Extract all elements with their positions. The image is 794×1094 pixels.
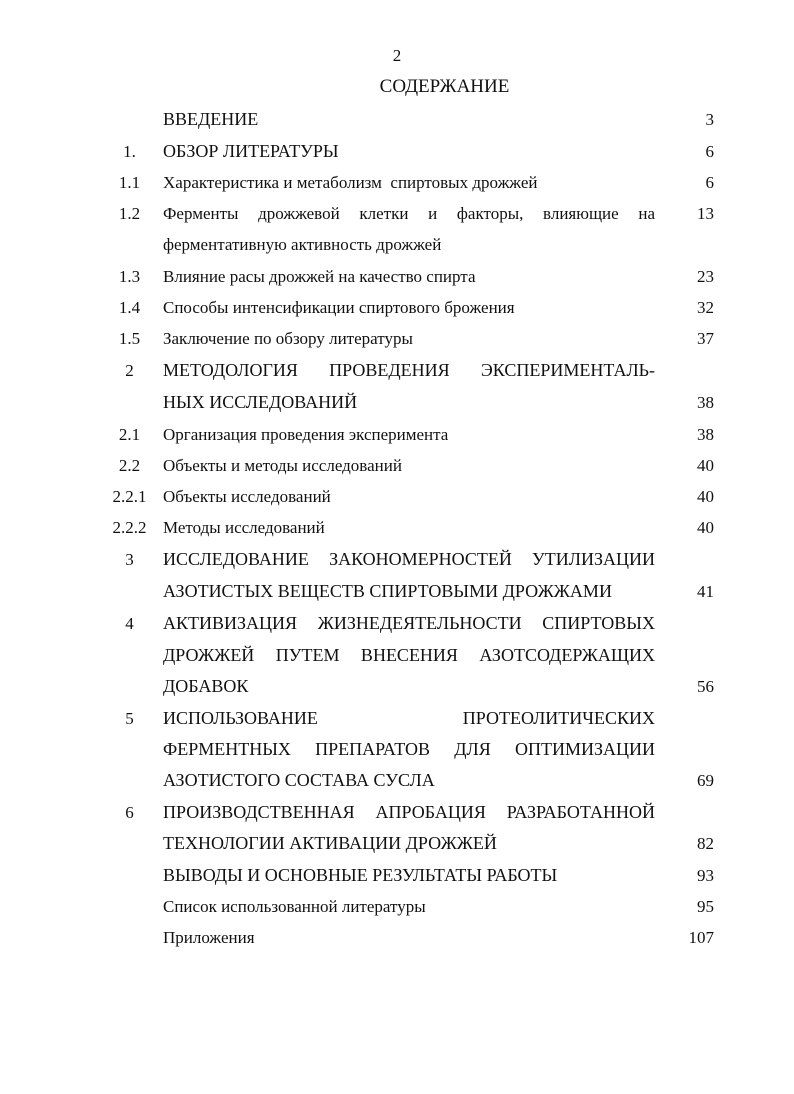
toc-entry-text: НЫХ ИССЛЕДОВАНИЙ (163, 392, 358, 412)
toc-entry-page: 6 (705, 142, 714, 161)
toc-entry-number: 6 (125, 803, 134, 822)
toc-entry-number: 2 (125, 361, 134, 380)
toc-entry-introduction (0, 104, 794, 135)
toc-entry-page: 32 (697, 298, 714, 317)
toc-entry-conclusions (0, 860, 794, 891)
toc-entry-number: 2.1 (118, 425, 141, 444)
toc-entry-number: 1.2 (118, 204, 141, 223)
toc-entry-number: 1.5 (118, 329, 141, 348)
toc-entry-number: 2.2.1 (112, 487, 147, 506)
toc-entry-6 (0, 797, 794, 828)
toc-entry-2 (0, 355, 794, 386)
toc-entry-text: Заключение по обзору литературы (163, 329, 413, 348)
toc-entry-text: ДОБАВОК (163, 676, 249, 696)
toc-entry-page: 6 (705, 173, 714, 192)
toc-entry-text: Организация проведения эксперимента (163, 425, 449, 444)
toc-entry-text: Характеристика и метаболизм спиртовых дрожжей (163, 173, 538, 192)
toc-entry-number: 4 (125, 614, 134, 633)
toc-entry-2-1 (0, 419, 794, 450)
toc-entry-text: ОБЗОР ЛИТЕРАТУРЫ (163, 141, 339, 161)
toc-title: СОДЕРЖАНИЕ (379, 76, 510, 97)
toc-entry-text: МЕТОДОЛОГИЯ ПРОВЕДЕНИЯ ЭКСПЕРИМЕНТАЛЬ- (163, 360, 655, 380)
toc-entry-page: 37 (697, 329, 714, 348)
toc-entry-text: АЗОТИСТЫХ ВЕЩЕСТВ СПИРТОВЫМИ ДРОЖЖАМИ (163, 581, 612, 601)
toc-entry-1-4 (0, 292, 794, 323)
toc-entry-text: Объекты исследований (163, 487, 331, 506)
toc-entry-text: ТЕХНОЛОГИИ АКТИВАЦИИ ДРОЖЖЕЙ (163, 833, 497, 853)
toc-entry-1-5 (0, 323, 794, 354)
toc-entry-page: 95 (697, 897, 714, 916)
toc-entry-text: Методы исследований (163, 518, 325, 537)
toc-entry-4-continued (0, 640, 794, 671)
toc-entry-text: Влияние расы дрожжей на качество спирта (163, 267, 476, 286)
toc-entry-text: ВВЕДЕНИЕ (163, 109, 259, 129)
toc-entry-text: Ферменты дрожжевой клетки и факторы, влияющие на (163, 204, 655, 223)
toc-entry-page: 40 (697, 456, 714, 475)
toc-entry-page: 38 (697, 393, 714, 412)
toc-entry-5 (0, 703, 794, 734)
toc-entry-1-1 (0, 167, 794, 198)
toc-entry-text: ДРОЖЖЕЙ ПУТЕМ ВНЕСЕНИЯ АЗОТСОДЕРЖАЩИХ (163, 645, 655, 665)
toc-entry-number: 1.4 (118, 298, 141, 317)
toc-entry-text: Объекты и методы исследований (163, 456, 402, 475)
toc-entry-text: ферментативную активность дрожжей (163, 235, 442, 254)
toc-entry-text: ФЕРМЕНТНЫХ ПРЕПАРАТОВ ДЛЯ ОПТИМИЗАЦИИ (163, 739, 655, 759)
toc-entry-2-continued (0, 387, 794, 418)
toc-entry-text: Список использованной литературы (163, 897, 426, 916)
toc-entry-2-2 (0, 450, 794, 481)
toc-entry-number: 2.2 (118, 456, 141, 475)
toc-entry-page: 38 (697, 425, 714, 444)
toc-entry-page: 107 (688, 928, 714, 947)
toc-entry-text: АЗОТИСТОГО СОСТАВА СУСЛА (163, 770, 435, 790)
toc-entry-references (0, 891, 794, 922)
toc-entry-page: 69 (697, 771, 714, 790)
toc-entry-1-2 (0, 198, 794, 229)
toc-entry-text: ВЫВОДЫ И ОСНОВНЫЕ РЕЗУЛЬТАТЫ РАБОТЫ (163, 865, 558, 885)
toc-entry-text: АКТИВИЗАЦИЯ ЖИЗНЕДЕЯТЕЛЬНОСТИ СПИРТОВЫХ (163, 613, 655, 633)
toc-entry-1 (0, 136, 794, 167)
toc-entry-text: ПРОИЗВОДСТВЕННАЯ АПРОБАЦИЯ РАЗРАБОТАННОЙ (163, 802, 655, 822)
toc-entry-page: 13 (697, 204, 714, 223)
toc-entry-1-3 (0, 261, 794, 292)
toc-entry-3 (0, 544, 794, 575)
page-number: 2 (392, 46, 402, 65)
toc-entry-text: ИСПОЛЬЗОВАНИЕ ПРОТЕОЛИТИЧЕСКИХ (163, 708, 655, 728)
toc-entry-page: 56 (697, 677, 714, 696)
toc-entry-page: 23 (697, 267, 714, 286)
toc-entry-2-2-1 (0, 481, 794, 512)
toc-entry-text: ИССЛЕДОВАНИЕ ЗАКОНОМЕРНОСТЕЙ УТИЛИЗАЦИИ (163, 549, 655, 569)
toc-entry-number: 5 (125, 709, 134, 728)
toc-entry-page: 3 (705, 110, 714, 129)
toc-entry-page: 41 (697, 582, 714, 601)
toc-entry-5-continued (0, 734, 794, 765)
toc-entry-number: 3 (125, 550, 134, 569)
toc-entry-page: 82 (697, 834, 714, 853)
toc-entry-number: 1. (123, 142, 136, 161)
toc-entry-page: 93 (697, 866, 714, 885)
toc-entry-1-2-continued (0, 229, 794, 260)
toc-entry-page: 40 (697, 487, 714, 506)
toc-entry-2-2-2 (0, 512, 794, 543)
toc-entry-4-continued (0, 671, 794, 702)
toc-entry-3-continued (0, 576, 794, 607)
toc-entry-4 (0, 608, 794, 639)
toc-entry-number: 1.1 (118, 173, 141, 192)
toc-entry-5-continued (0, 765, 794, 796)
toc-entry-appendices (0, 922, 794, 953)
toc-entry-number: 2.2.2 (112, 518, 147, 537)
toc-entry-number: 1.3 (118, 267, 141, 286)
toc-entry-6-continued (0, 828, 794, 859)
toc-entry-page: 40 (697, 518, 714, 537)
toc-entry-text: Приложения (163, 928, 255, 947)
toc-entry-text: Способы интенсификации спиртового брожения (163, 298, 515, 317)
